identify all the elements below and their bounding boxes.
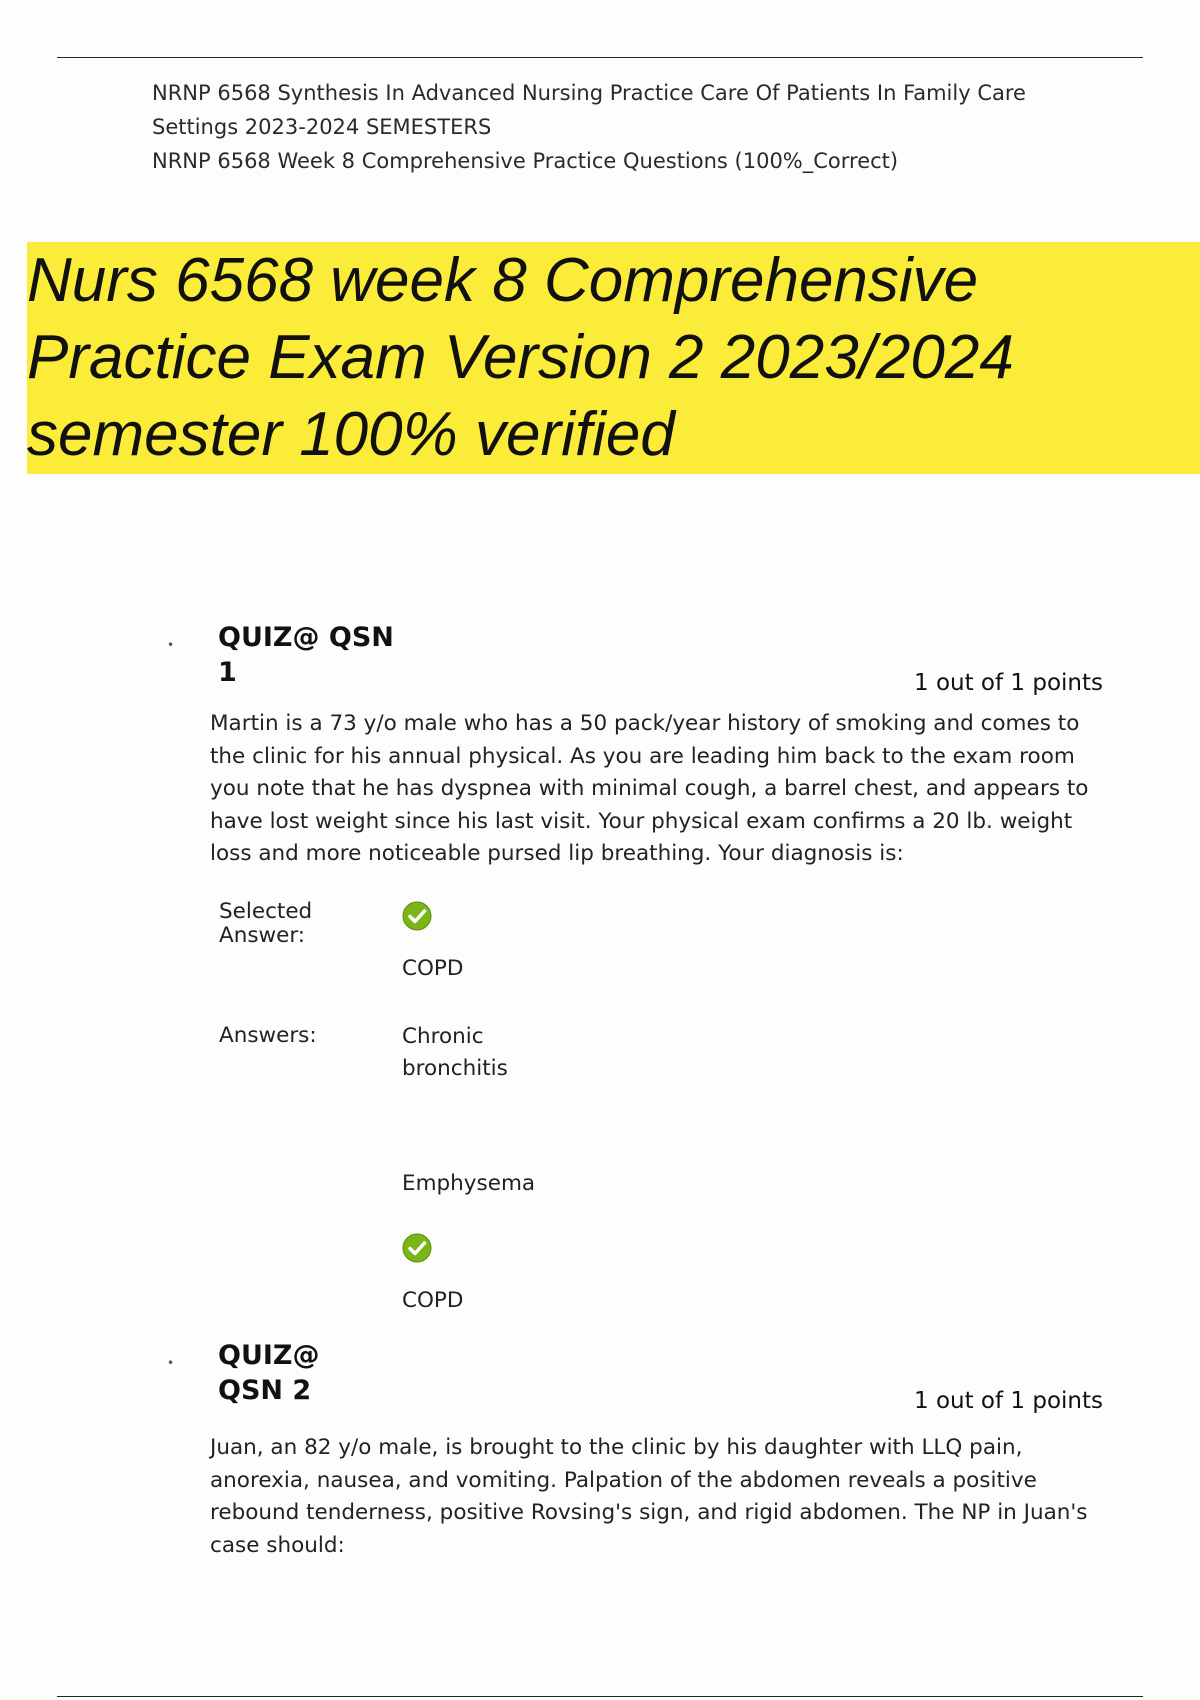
question-text: Martin is a 73 y/o male who has a 50 pack/year history of smoking and comes to the clinic for his annual physical. As you are leading him back to the exam room you note that he has dyspnea with minimal cough, a barrel chest, and appears to have lost weight since his last visit. Your physical exam confirms a 20 lb. weight loss and more noticeable pursed lip breathing. Your diagnosis is: [210, 711, 1089, 866]
check-circle-icon [402, 901, 432, 931]
answers-label: Answers: [219, 1023, 317, 1048]
question-label [218, 620, 394, 690]
answer-option-1 [402, 1021, 508, 1085]
title-banner [27, 242, 1200, 474]
bullet-icon: • [167, 1356, 175, 1370]
question-label-line-2: QSN 2 [218, 1375, 312, 1406]
answer-option-3: COPD [402, 1288, 464, 1313]
answer-option-1-line-1: Chronic [402, 1024, 484, 1049]
selected-label-line-2: Answer: [219, 923, 306, 948]
question-label-line-1: QUIZ@ QSN [218, 622, 394, 653]
question-label-line-2: 1 [218, 657, 237, 688]
bottom-rule [57, 1696, 1143, 1697]
question-text: Juan, an 82 y/o male, is brought to the clinic by his daughter with LLQ pain, anorexia, nausea, and vomiting. Palpation of the abdomen reveals a positive rebound tenderness, positive Rovsing's sign, and rigid abdomen. The NP in Juan's case should: [210, 1435, 1088, 1558]
points-badge: 1 out of 1 points [914, 1388, 1103, 1414]
title-line-2: Practice Exam Version 2 2023/2024 [27, 323, 1014, 392]
header-line-1: NRNP 6568 Synthesis In Advanced Nursing Practice Care Of Patients In Family Care [152, 81, 1026, 105]
title-line-3: semester 100% verified [27, 400, 675, 469]
top-rule [57, 57, 1143, 58]
check-circle-icon [402, 1233, 432, 1263]
question-label [218, 1338, 320, 1408]
answer-option-1-line-2: bronchitis [402, 1056, 508, 1081]
selected-answer-label [219, 900, 312, 948]
selected-label-line-1: Selected [219, 899, 313, 924]
selected-answer-value: COPD [402, 956, 464, 981]
document-header [152, 76, 1112, 178]
page-title [27, 242, 1127, 473]
header-line-2: Settings 2023-2024 SEMESTERS [152, 115, 492, 139]
title-line-1: Nurs 6568 week 8 Comprehensive [27, 246, 979, 315]
bullet-icon: • [167, 638, 175, 652]
points-badge: 1 out of 1 points [914, 670, 1103, 696]
header-line-3: NRNP 6568 Week 8 Comprehensive Practice Questions (100%_Correct) [152, 149, 899, 173]
question-label-line-1: QUIZ@ [218, 1340, 320, 1371]
answer-option-2: Emphysema [402, 1171, 536, 1196]
